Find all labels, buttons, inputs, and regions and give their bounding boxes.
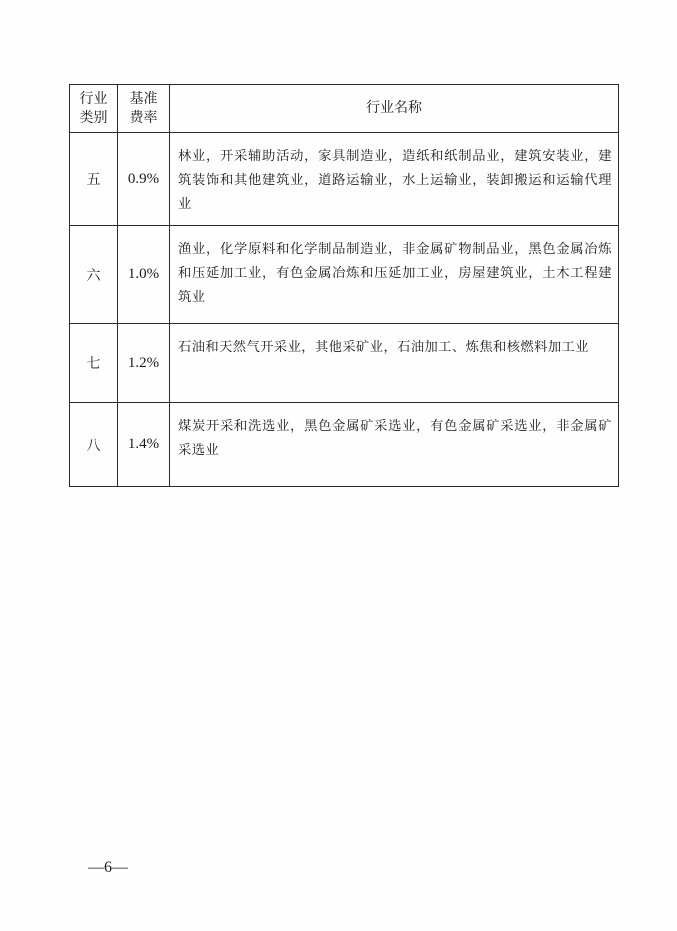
row-industry-names: 渔业，化学原料和化学制品制造业，非金属矿物制品业，黑色金属冶炼和压延加工业，有色金属冶炼和压延加工业，房屋建筑业，土木工程建筑业: [170, 226, 619, 324]
header-category-line2: 类别: [79, 109, 108, 126]
row-rate: 1.4%: [118, 403, 170, 487]
table-row: [70, 226, 619, 324]
row-category: 六: [70, 226, 118, 324]
row-rate: 1.2%: [118, 324, 170, 403]
header-industry-category: [70, 85, 118, 133]
row-category: 八: [70, 403, 118, 487]
row-industry-names: 石油和天然气开采业，其他采矿业，石油加工、炼焦和核燃料加工业: [170, 324, 619, 403]
row-industry-names: 煤炭开采和洗选业，黑色金属矿采选业，有色金属矿采选业，非金属矿采选业: [170, 403, 619, 487]
table-row: [70, 133, 619, 226]
page-number: —6—: [88, 859, 128, 876]
row-rate: 0.9%: [118, 133, 170, 226]
table-row: [70, 403, 619, 487]
row-rate: 1.0%: [118, 226, 170, 324]
table-row: [70, 324, 619, 403]
header-base-rate: [118, 85, 170, 133]
header-category-line1: 行业: [79, 90, 108, 107]
header-rate-line2: 费率: [129, 109, 158, 126]
row-category: 五: [70, 133, 118, 226]
header-rate-line1: 基准: [129, 90, 158, 107]
industry-rate-table: [69, 84, 619, 487]
row-category: 七: [70, 324, 118, 403]
header-industry-names: 行业名称: [170, 85, 619, 133]
row-industry-names: 林业，开采辅助活动，家具制造业，造纸和纸制品业，建筑安装业，建筑装饰和其他建筑业，道路运输业，水上运输业，装卸搬运和运输代理业: [170, 133, 619, 226]
table-header-row: [70, 85, 619, 133]
